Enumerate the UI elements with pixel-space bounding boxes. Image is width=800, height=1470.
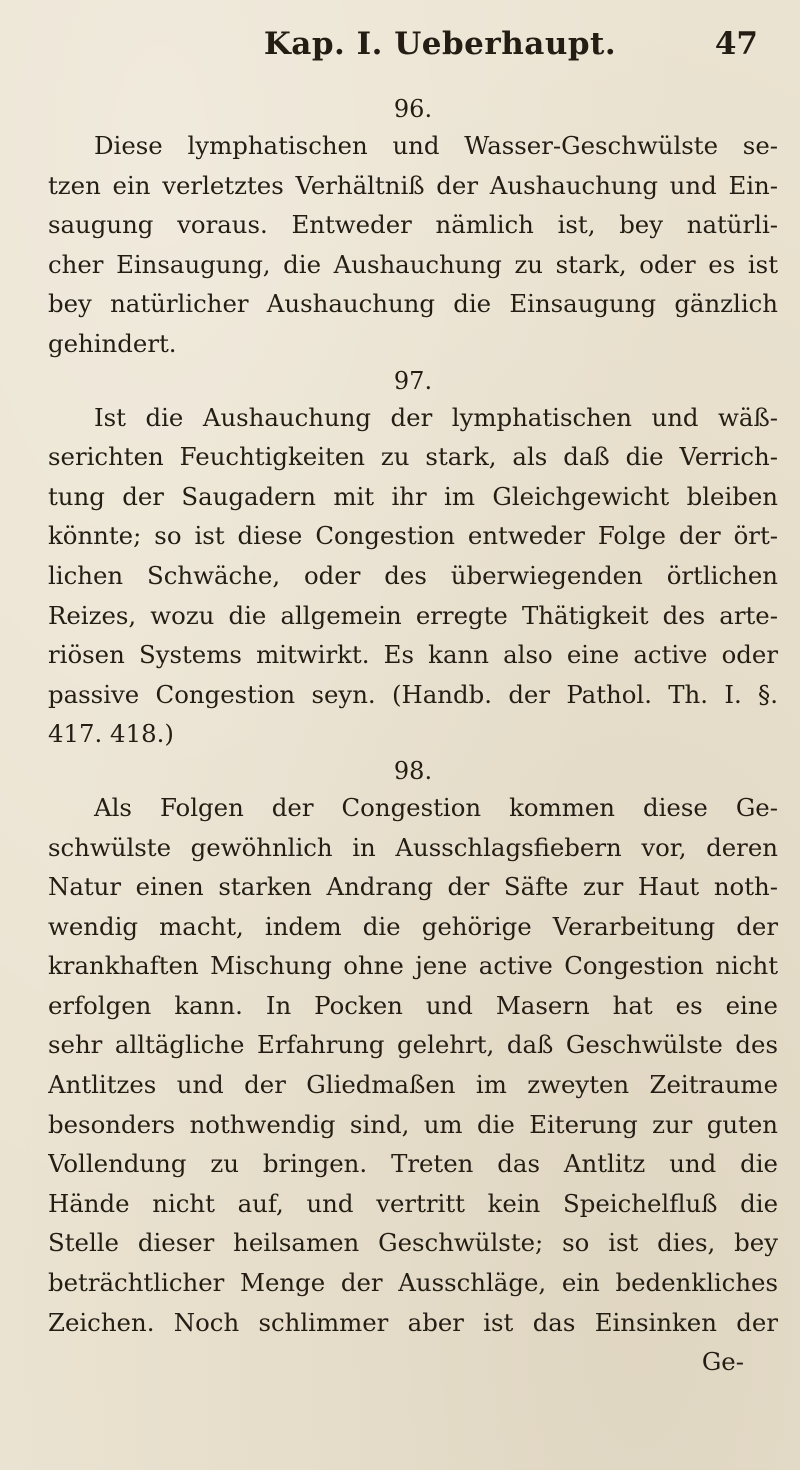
text-line: könnte; so ist diese Congestion entweder Folge der ört- <box>48 521 778 551</box>
text-line: Vollendung zu bringen. Treten das Antlitz und die <box>48 1149 778 1179</box>
text-line: tung der Saugadern mit ihr im Gleichgewicht bleiben <box>48 481 778 511</box>
running-head <box>110 26 770 72</box>
text-line: serichten Feuchtigkeiten zu stark, als daß die Verrich- <box>48 442 778 472</box>
section-number-97: 97. <box>393 366 433 395</box>
text-line: Stelle dieser heilsamen Geschwülste; so ist dies, bey <box>48 1228 778 1258</box>
body-text <box>48 92 778 1382</box>
text-line: Antlitzes und der Gliedmaßen im zweyten Zeitraume <box>48 1070 778 1100</box>
catchword: Ge- <box>701 1347 744 1377</box>
text-line: erfolgen kann. In Pocken und Masern hat es eine <box>48 990 778 1020</box>
text-line: passive Congestion seyn. (Handb. der Pathol. Th. I. §. <box>48 679 778 709</box>
text-line: gehindert. <box>48 328 177 358</box>
text-line: beträchtlicher Menge der Ausschläge, ein bedenkliches <box>48 1268 778 1298</box>
text-line: Natur einen starken Andrang der Säfte zur Haut noth- <box>48 872 778 902</box>
chapter-heading: Kap. I. Ueberhaupt. <box>263 26 617 62</box>
section-number-98: 98. <box>393 756 433 785</box>
page-number: 47 <box>714 26 758 62</box>
text-line: cher Einsaugung, die Aushauchung zu stark, oder es ist <box>48 249 778 279</box>
text-line: sehr alltägliche Erfahrung gelehrt, daß Geschwülste des <box>48 1030 778 1060</box>
text-line: 417. 418.) <box>48 719 174 749</box>
text-line: krankhaften Mischung ohne jene active Congestion nicht <box>48 951 778 981</box>
text-line: Ist die Aushauchung der lymphatischen und wäß- <box>94 402 778 432</box>
text-line: Zeichen. Noch schlimmer aber ist das Einsinken der <box>48 1307 778 1337</box>
text-line: besonders nothwendig sind, um die Eiterung zur guten <box>48 1109 778 1139</box>
text-line: saugung voraus. Entweder nämlich ist, bey natürli- <box>48 210 778 240</box>
text-line: bey natürlicher Aushauchung die Einsaugung gänzlich <box>48 289 778 319</box>
text-line: schwülste gewöhnlich in Ausschlagsfiebern vor, deren <box>48 832 778 862</box>
text-line: riösen Systems mitwirkt. Es kann also eine active oder <box>48 640 778 670</box>
text-line: Hände nicht auf, und vertritt kein Speichelfluß die <box>48 1188 778 1218</box>
section-number-96: 96. <box>393 95 433 123</box>
text-line: tzen ein verletztes Verhältniß der Aushauchung und Ein- <box>48 170 778 200</box>
text-line: wendig macht, indem die gehörige Verarbeitung der <box>48 911 778 941</box>
text-line: Als Folgen der Congestion kommen diese Ge- <box>94 792 778 822</box>
text-line: Reizes, wozu die allgemein erregte Thätigkeit des arte- <box>48 600 778 630</box>
text-line: lichen Schwäche, oder des überwiegenden örtlichen <box>48 560 778 590</box>
text-line: Diese lymphatischen und Wasser-Geschwülste se- <box>94 131 778 160</box>
